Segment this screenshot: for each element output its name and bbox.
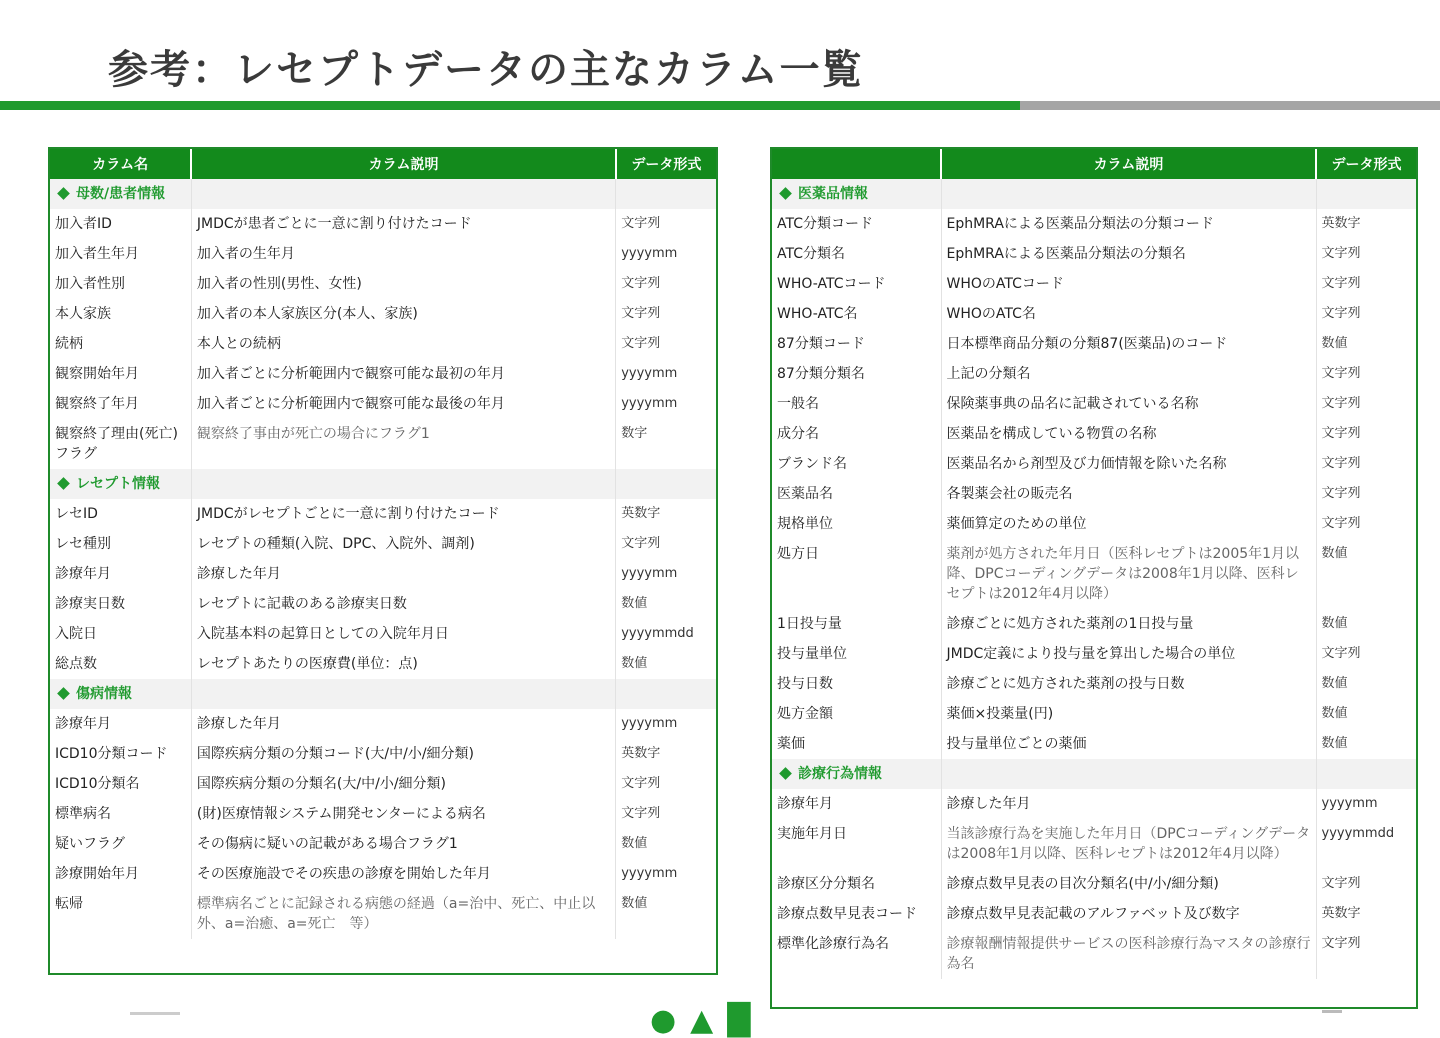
column-description-cell: 入院基本料の起算日としての入院年月日 [191,619,615,649]
column-name-cell: 加入者性別 [50,269,191,299]
column-description-cell: レセプトあたりの医療費(単位：点) [191,649,615,679]
data-format-cell: 英数字 [1321,216,1361,231]
column-description-cell: 加入者の本人家族区分(本人、家族) [191,299,615,329]
column-name-cell: 診療区分分類名 [772,869,941,899]
column-description-cell: その傷病に疑いの記載がある場合フラグ1 [191,829,615,859]
table-row [772,929,1416,979]
table-row [772,389,1416,419]
data-format-cell: 文字列 [1321,426,1361,441]
column-name-cell: WHO-ATCコード [772,269,941,299]
data-format-cell: 文字列 [1321,456,1361,471]
table-row [772,639,1416,669]
data-format-cell: 数値 [1321,616,1348,631]
column-description-cell: WHOのATC名 [941,299,1316,329]
column-name-cell: 観察終了年月 [50,389,191,419]
section-title: 母数/患者情報 [76,186,166,202]
table-row [772,419,1416,449]
data-format-cell: 文字列 [621,306,661,321]
table-row [772,269,1416,299]
column-name-cell: 処方金額 [772,699,941,729]
column-description-cell: 保険薬事典の品名に記載されている名称 [941,389,1316,419]
section-title-cell [772,759,941,789]
column-description-cell: 国際疾病分類の分類コード(大/中/小/細分類) [191,739,615,769]
column-name-cell: 入院日 [50,619,191,649]
table-row [772,449,1416,479]
column-name-cell: 投与量単位 [772,639,941,669]
column-name-cell: ICD10分類名 [50,769,191,799]
data-format-cell: 数字 [621,426,648,441]
column-name-cell: 処方日 [772,539,941,609]
table-row [50,709,716,739]
data-format-cell: yyyymm [621,566,678,581]
data-format-cell: yyyymm [621,246,678,261]
column-description-cell: 国際疾病分類の分類名(大/中/小/細分類) [191,769,615,799]
data-format-cell: yyyymm [621,716,678,731]
table-row [772,699,1416,729]
column-description-cell: EphMRAによる医薬品分類法の分類コード [941,209,1316,239]
section-title: 医薬品情報 [798,186,868,202]
column-name-cell: WHO-ATC名 [772,299,941,329]
section-spacer-cell [616,679,716,709]
column-description-cell: (財)医療情報システム開発センターによる病名 [191,799,615,829]
column-name-cell: 実施年月日 [772,819,941,869]
header-column-name [772,149,941,179]
data-format-cell: 文字列 [1321,646,1361,661]
table-row [772,299,1416,329]
table-row [50,239,716,269]
data-format-cell: 文字列 [1321,876,1361,891]
column-description-cell: 診療点数早見表記載のアルファベット及び数字 [941,899,1316,929]
table-row [50,799,716,829]
data-format-cell: 数値 [1321,336,1348,351]
column-name-cell: ICD10分類コード [50,739,191,769]
column-description-cell: 医薬品を構成している物質の名称 [941,419,1316,449]
section-title-cell [50,179,191,209]
column-name-cell: 本人家族 [50,299,191,329]
column-description-cell: EphMRAによる医薬品分類法の分類名 [941,239,1316,269]
table-row [50,529,716,559]
data-format-cell: 文字列 [1321,366,1361,381]
column-description-cell: JMDC定義により投与量を算出した場合の単位 [941,639,1316,669]
section-row [50,469,716,499]
data-format-cell: 英数字 [1321,906,1361,921]
column-name-cell: 観察終了理由(死亡)フラグ [50,419,191,469]
left-table-header-row [50,149,716,179]
table-row [772,819,1416,869]
column-name-cell: 診療年月 [50,709,191,739]
column-description-cell: 加入者ごとに分析範囲内で観察可能な最初の年月 [191,359,615,389]
table-row [50,829,716,859]
table-row [50,269,716,299]
column-description-cell: 診療報酬情報提供サービスの医科診療行為マスタの診療行為名 [941,929,1316,979]
section-spacer-cell [1316,759,1416,789]
column-name-cell: 87分類コード [772,329,941,359]
table-row [50,619,716,649]
data-format-cell: 文字列 [621,806,661,821]
column-description-cell: 標準病名ごとに記録される病態の経過（a=治中、死亡、中止以外、a=治癒、a=死亡 等） [191,889,615,939]
column-description-cell: レセプトの種類(入院、DPC、入院外、調剤) [191,529,615,559]
section-title-cell [50,469,191,499]
page-title: 参考：レセプトデータの主なカラム一覧 [108,47,864,93]
column-name-cell: 続柄 [50,329,191,359]
table-row [50,589,716,619]
column-description-cell: 加入者の性別(男性、女性) [191,269,615,299]
company-logo-partial: ●▲█ [650,1003,765,1038]
header-column-description: カラム説明 [941,149,1316,179]
column-name-cell: 薬価 [772,729,941,759]
column-description-cell: 加入者の生年月 [191,239,615,269]
column-name-cell: 標準化診療行為名 [772,929,941,979]
section-title-cell [772,179,941,209]
column-name-cell: 疑いフラグ [50,829,191,859]
data-format-cell: yyyymmdd [621,626,694,641]
right-table-header-row [772,149,1416,179]
left-column-table-panel [48,147,718,975]
data-format-cell: 数値 [621,896,648,911]
column-description-cell: JMDCがレセプトごとに一意に割り付けたコード [191,499,615,529]
diamond-bullet-icon [779,767,792,780]
column-name-cell: 診療開始年月 [50,859,191,889]
column-name-cell: 転帰 [50,889,191,939]
data-format-cell: 文字列 [621,536,661,551]
table-row [50,359,716,389]
table-row [50,859,716,889]
column-name-cell: 診療実日数 [50,589,191,619]
column-name-cell: 診療年月 [772,789,941,819]
column-description-cell: WHOのATCコード [941,269,1316,299]
data-format-cell: 数値 [621,656,648,671]
column-description-cell: 薬価算定のための単位 [941,509,1316,539]
data-format-cell: 数値 [1321,736,1348,751]
column-description-cell: 診療した年月 [191,709,615,739]
data-format-cell: 文字列 [1321,276,1361,291]
column-description-cell: 薬剤が処方された年月日（医科レセプトは2005年1月以降、DPCコーディングデータは2008年1月以降、医科レセプトは2012年4月以降） [941,539,1316,609]
column-name-cell: 87分類分類名 [772,359,941,389]
table-row [50,559,716,589]
column-description-cell: 診療ごとに処方された薬剤の投与日数 [941,669,1316,699]
column-name-cell: 加入者ID [50,209,191,239]
table-row [772,609,1416,639]
right-column-table-panel [770,147,1418,1009]
diamond-bullet-icon [57,477,70,490]
column-description-cell: その医療施設でその疾患の診療を開始した年月 [191,859,615,889]
table-row [772,729,1416,759]
section-row [772,759,1416,789]
table-row [772,509,1416,539]
table-row [772,539,1416,609]
column-name-cell: 投与日数 [772,669,941,699]
table-row [50,649,716,679]
footer-fragment [130,1012,180,1015]
table-row [50,739,716,769]
column-name-cell: 1日投与量 [772,609,941,639]
column-name-cell: 規格単位 [772,509,941,539]
column-description-cell: 診療した年月 [941,789,1316,819]
column-description-cell: 本人との続柄 [191,329,615,359]
table-row [772,359,1416,389]
column-description-cell: レセプトに記載のある診療実日数 [191,589,615,619]
data-format-cell: 数値 [1321,676,1348,691]
data-format-cell: yyyymm [621,396,678,411]
diamond-bullet-icon [57,187,70,200]
section-title-cell [50,679,191,709]
column-name-cell: 一般名 [772,389,941,419]
section-spacer-cell [941,759,1316,789]
table-row [50,499,716,529]
section-spacer-cell [941,179,1316,209]
column-name-cell: ブランド名 [772,449,941,479]
column-description-cell: 診療ごとに処方された薬剤の1日投与量 [941,609,1316,639]
table-row [772,869,1416,899]
table-row [772,669,1416,699]
column-description-cell: JMDCが患者ごとに一意に割り付けたコード [191,209,615,239]
column-description-cell: 日本標準商品分類の分類87(医薬品)のコード [941,329,1316,359]
data-format-cell: yyyymm [621,366,678,381]
section-row [50,679,716,709]
table-row [50,299,716,329]
column-name-cell: 成分名 [772,419,941,449]
table-row [772,239,1416,269]
table-row [50,419,716,469]
table-row [772,899,1416,929]
table-row [50,889,716,939]
header-column-description: カラム説明 [191,149,615,179]
section-spacer-cell [191,679,615,709]
column-name-cell: ATC分類名 [772,239,941,269]
left-column-table [50,149,716,939]
diamond-bullet-icon [779,187,792,200]
column-description-cell: 投与量単位ごとの薬価 [941,729,1316,759]
column-name-cell: 診療年月 [50,559,191,589]
column-description-cell: 当該診療行為を実施した年月日（DPCコーディングデータは2008年1月以降、医科レセプトは2012年4月以降） [941,819,1316,869]
section-spacer-cell [616,469,716,499]
column-name-cell: 加入者生年月 [50,239,191,269]
title-underline-green [0,101,1020,110]
header-data-format: データ形式 [616,149,716,179]
column-description-cell: 医薬品名から剤型及び力価情報を除いた名称 [941,449,1316,479]
header-data-format: データ形式 [1316,149,1416,179]
right-column-table [772,149,1416,979]
section-title: レセプト情報 [76,476,160,492]
table-row [50,389,716,419]
section-spacer-cell [191,179,615,209]
data-format-cell: 文字列 [621,336,661,351]
data-format-cell: 文字列 [1321,936,1361,951]
data-format-cell: 英数字 [621,746,661,761]
section-row [772,179,1416,209]
table-row [50,209,716,239]
column-description-cell: 観察終了事由が死亡の場合にフラグ1 [191,419,615,469]
title-underline-gray [1020,101,1440,110]
data-format-cell: yyyymm [1321,796,1378,811]
column-name-cell: 診療点数早見表コード [772,899,941,929]
data-format-cell: 英数字 [621,506,661,521]
column-name-cell: レセ種別 [50,529,191,559]
data-format-cell: 文字列 [1321,306,1361,321]
page-number-fragment [1322,1010,1342,1013]
data-format-cell: 文字列 [1321,246,1361,261]
column-description-cell: 診療点数早見表の目次分類名(中/小/細分類) [941,869,1316,899]
section-title: 傷病情報 [76,686,132,702]
column-description-cell: 上記の分類名 [941,359,1316,389]
data-format-cell: 文字列 [621,276,661,291]
section-spacer-cell [616,179,716,209]
section-spacer-cell [191,469,615,499]
column-description-cell: 診療した年月 [191,559,615,589]
section-row [50,179,716,209]
column-name-cell: ATC分類コード [772,209,941,239]
table-row [50,769,716,799]
column-name-cell: 標準病名 [50,799,191,829]
data-format-cell: 数値 [1321,706,1348,721]
table-row [772,329,1416,359]
table-row [772,479,1416,509]
column-name-cell: 総点数 [50,649,191,679]
data-format-cell: 数値 [1321,546,1348,561]
table-row [772,209,1416,239]
diamond-bullet-icon [57,687,70,700]
table-row [772,789,1416,819]
column-description-cell: 各製薬会社の販売名 [941,479,1316,509]
column-description-cell: 加入者ごとに分析範囲内で観察可能な最後の年月 [191,389,615,419]
data-format-cell: yyyymm [621,866,678,881]
data-format-cell: 文字列 [621,776,661,791]
table-row [50,329,716,359]
column-name-cell: 医薬品名 [772,479,941,509]
header-column-name: カラム名 [50,149,191,179]
section-spacer-cell [1316,179,1416,209]
data-format-cell: yyyymmdd [1321,826,1395,841]
section-title: 診療行為情報 [798,766,882,782]
data-format-cell: 文字列 [1321,516,1361,531]
data-format-cell: 数値 [621,596,648,611]
column-description-cell: 薬価×投薬量(円) [941,699,1316,729]
data-format-cell: 文字列 [1321,486,1361,501]
column-name-cell: 観察開始年月 [50,359,191,389]
data-format-cell: 文字列 [621,216,661,231]
column-name-cell: レセID [50,499,191,529]
data-format-cell: 文字列 [1321,396,1361,411]
data-format-cell: 数値 [621,836,648,851]
